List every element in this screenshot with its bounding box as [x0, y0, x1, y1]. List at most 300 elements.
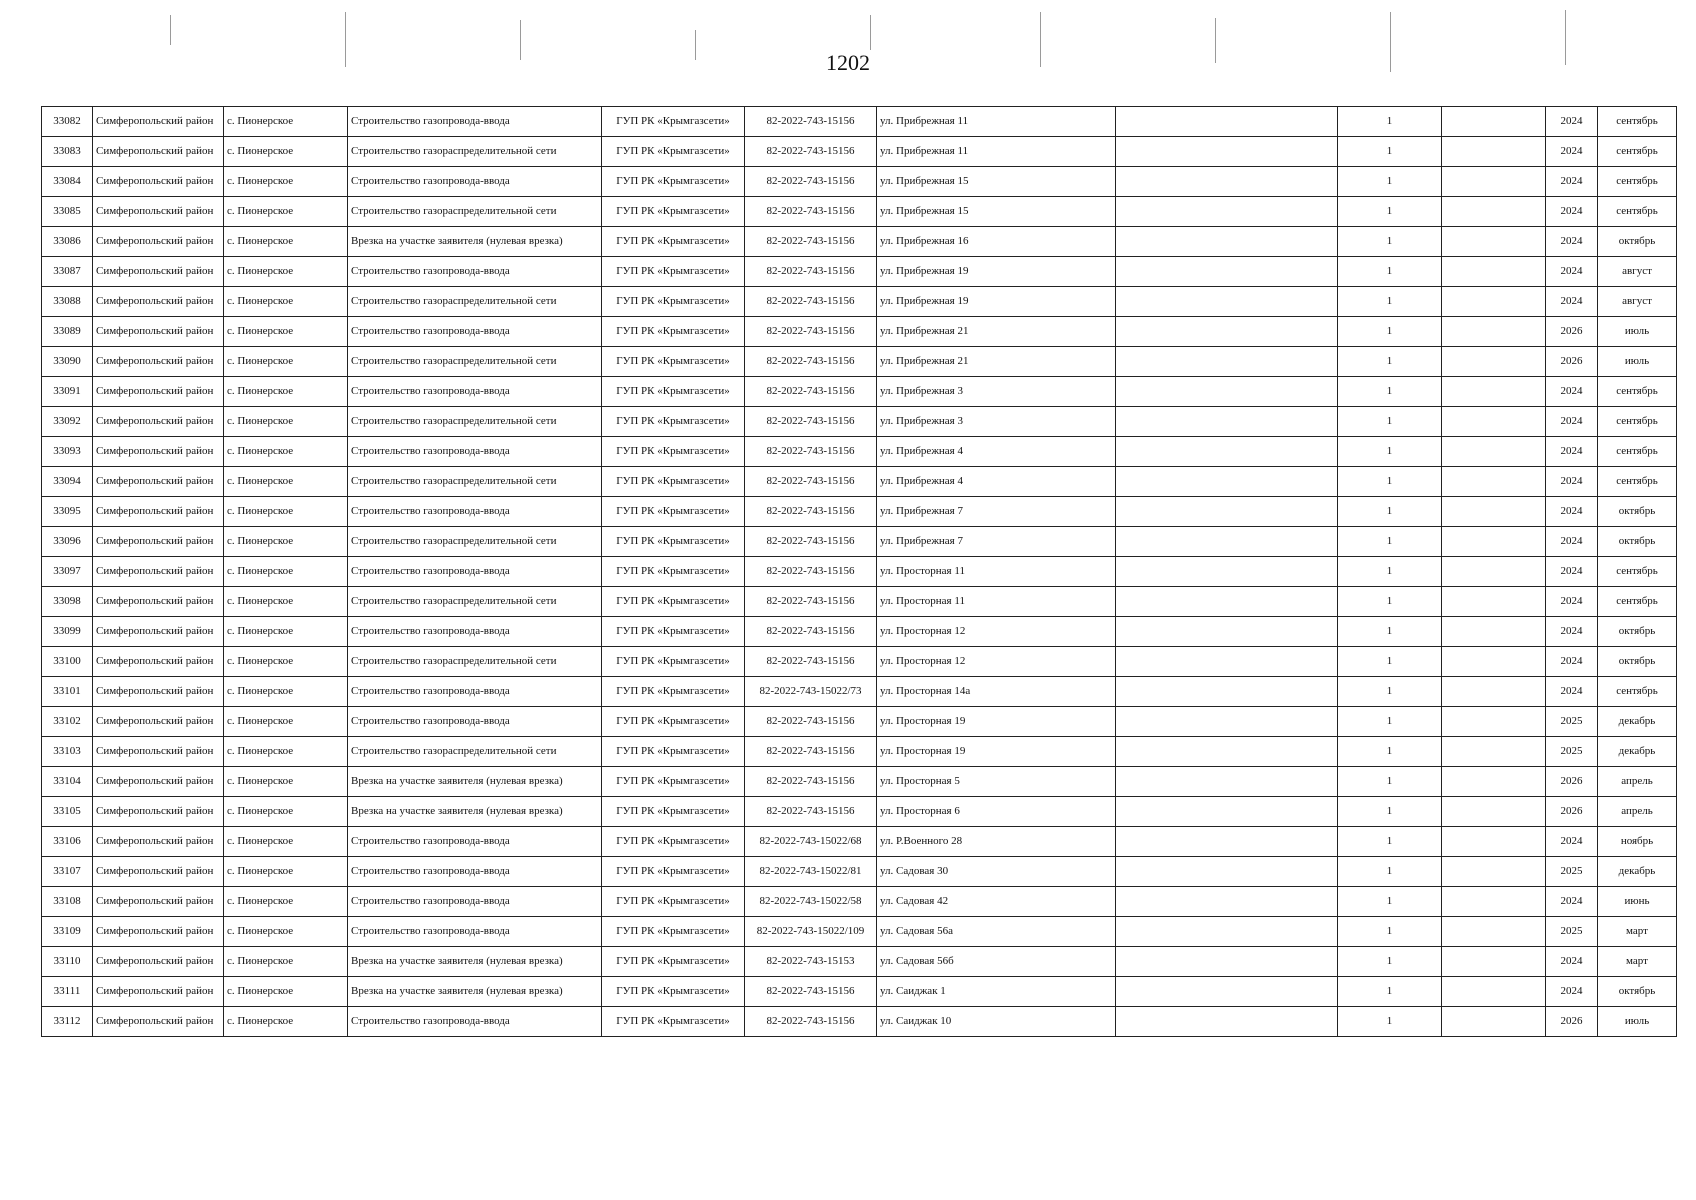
quantity-cell: 1: [1338, 677, 1442, 707]
district-cell: Симферопольский район: [93, 557, 224, 587]
address-cell: ул. Просторная 5: [877, 767, 1116, 797]
table-row: [42, 647, 1677, 677]
address-cell: ул. Саиджак 1: [877, 977, 1116, 1007]
empty-cell: [1116, 1007, 1338, 1037]
empty-cell: [1442, 497, 1546, 527]
technical-conditions-cell: 82-2022-743-15156: [745, 167, 877, 197]
address-cell: ул. Прибрежная 19: [877, 257, 1116, 287]
table-row: [42, 407, 1677, 437]
technical-conditions-cell: 82-2022-743-15156: [745, 497, 877, 527]
record-number-cell: 33093: [42, 437, 93, 467]
month-cell: сентябрь: [1598, 467, 1677, 497]
work-type-cell: Строительство газопровода-ввода: [348, 917, 602, 947]
settlement-cell: с. Пионерское: [224, 407, 348, 437]
work-type-cell: Строительство газопровода-ввода: [348, 317, 602, 347]
district-cell: Симферопольский район: [93, 497, 224, 527]
work-type-cell: Строительство газопровода-ввода: [348, 857, 602, 887]
settlement-cell: с. Пионерское: [224, 257, 348, 287]
record-number-cell: 33084: [42, 167, 93, 197]
organization-cell: ГУП РК «Крымгазсети»: [602, 557, 745, 587]
district-cell: Симферопольский район: [93, 827, 224, 857]
empty-cell: [1442, 347, 1546, 377]
scan-artifact: [170, 15, 171, 45]
quantity-cell: 1: [1338, 617, 1442, 647]
page-number: 1202: [826, 50, 870, 75]
quantity-cell: 1: [1338, 527, 1442, 557]
settlement-cell: с. Пионерское: [224, 137, 348, 167]
address-cell: ул. Прибрежная 4: [877, 467, 1116, 497]
district-cell: Симферопольский район: [93, 137, 224, 167]
technical-conditions-cell: 82-2022-743-15022/109: [745, 917, 877, 947]
technical-conditions-cell: 82-2022-743-15156: [745, 527, 877, 557]
quantity-cell: 1: [1338, 767, 1442, 797]
organization-cell: ГУП РК «Крымгазсети»: [602, 197, 745, 227]
record-number-cell: 33099: [42, 617, 93, 647]
work-type-cell: Строительство газораспределительной сети: [348, 587, 602, 617]
table-row: [42, 827, 1677, 857]
district-cell: Симферопольский район: [93, 767, 224, 797]
empty-cell: [1442, 587, 1546, 617]
organization-cell: ГУП РК «Крымгазсети»: [602, 917, 745, 947]
work-type-cell: Строительство газораспределительной сети: [348, 467, 602, 497]
year-cell: 2024: [1546, 137, 1598, 167]
district-cell: Симферопольский район: [93, 1007, 224, 1037]
empty-cell: [1442, 617, 1546, 647]
district-cell: Симферопольский район: [93, 797, 224, 827]
organization-cell: ГУП РК «Крымгазсети»: [602, 497, 745, 527]
organization-cell: ГУП РК «Крымгазсети»: [602, 887, 745, 917]
empty-cell: [1442, 647, 1546, 677]
address-cell: ул. Садовая 56а: [877, 917, 1116, 947]
year-cell: 2024: [1546, 557, 1598, 587]
record-number-cell: 33091: [42, 377, 93, 407]
settlement-cell: с. Пионерское: [224, 437, 348, 467]
organization-cell: ГУП РК «Крымгазсети»: [602, 137, 745, 167]
work-type-cell: Строительство газопровода-ввода: [348, 557, 602, 587]
empty-cell: [1116, 407, 1338, 437]
empty-cell: [1116, 797, 1338, 827]
district-cell: Симферопольский район: [93, 617, 224, 647]
table-row: [42, 527, 1677, 557]
month-cell: октябрь: [1598, 647, 1677, 677]
table-row: [42, 497, 1677, 527]
empty-cell: [1442, 977, 1546, 1007]
empty-cell: [1116, 707, 1338, 737]
technical-conditions-cell: 82-2022-743-15022/73: [745, 677, 877, 707]
technical-conditions-cell: 82-2022-743-15156: [745, 287, 877, 317]
settlement-cell: с. Пионерское: [224, 677, 348, 707]
empty-cell: [1442, 1007, 1546, 1037]
month-cell: июль: [1598, 347, 1677, 377]
empty-cell: [1116, 197, 1338, 227]
year-cell: 2024: [1546, 947, 1598, 977]
record-number-cell: 33094: [42, 467, 93, 497]
empty-cell: [1442, 287, 1546, 317]
empty-cell: [1116, 527, 1338, 557]
month-cell: сентябрь: [1598, 197, 1677, 227]
month-cell: декабрь: [1598, 707, 1677, 737]
technical-conditions-cell: 82-2022-743-15156: [745, 737, 877, 767]
table-row: [42, 467, 1677, 497]
quantity-cell: 1: [1338, 1007, 1442, 1037]
empty-cell: [1442, 107, 1546, 137]
month-cell: декабрь: [1598, 857, 1677, 887]
settlement-cell: с. Пионерское: [224, 107, 348, 137]
work-type-cell: Строительство газораспределительной сети: [348, 407, 602, 437]
month-cell: июль: [1598, 317, 1677, 347]
organization-cell: ГУП РК «Крымгазсети»: [602, 467, 745, 497]
work-type-cell: Строительство газопровода-ввода: [348, 707, 602, 737]
district-cell: Симферопольский район: [93, 887, 224, 917]
table-row: [42, 347, 1677, 377]
organization-cell: ГУП РК «Крымгазсети»: [602, 617, 745, 647]
table-row: [42, 227, 1677, 257]
district-cell: Симферопольский район: [93, 737, 224, 767]
table-row: [42, 317, 1677, 347]
work-type-cell: Врезка на участке заявителя (нулевая врезка): [348, 227, 602, 257]
settlement-cell: с. Пионерское: [224, 467, 348, 497]
address-cell: ул. Садовая 30: [877, 857, 1116, 887]
work-type-cell: Строительство газораспределительной сети: [348, 137, 602, 167]
table-row: [42, 977, 1677, 1007]
year-cell: 2024: [1546, 827, 1598, 857]
empty-cell: [1442, 467, 1546, 497]
work-type-cell: Строительство газопровода-ввода: [348, 257, 602, 287]
settlement-cell: с. Пионерское: [224, 347, 348, 377]
organization-cell: ГУП РК «Крымгазсети»: [602, 857, 745, 887]
year-cell: 2024: [1546, 107, 1598, 137]
technical-conditions-cell: 82-2022-743-15156: [745, 467, 877, 497]
table-row: [42, 797, 1677, 827]
month-cell: сентябрь: [1598, 137, 1677, 167]
scan-artifact: [870, 15, 871, 50]
technical-conditions-cell: 82-2022-743-15156: [745, 197, 877, 227]
settlement-cell: с. Пионерское: [224, 377, 348, 407]
technical-conditions-cell: 82-2022-743-15022/58: [745, 887, 877, 917]
address-cell: ул. Прибрежная 21: [877, 347, 1116, 377]
record-number-cell: 33092: [42, 407, 93, 437]
address-cell: ул. Прибрежная 3: [877, 377, 1116, 407]
settlement-cell: с. Пионерское: [224, 947, 348, 977]
month-cell: март: [1598, 917, 1677, 947]
technical-conditions-cell: 82-2022-743-15153: [745, 947, 877, 977]
record-number-cell: 33102: [42, 707, 93, 737]
month-cell: октябрь: [1598, 227, 1677, 257]
address-cell: ул. Просторная 6: [877, 797, 1116, 827]
month-cell: октябрь: [1598, 617, 1677, 647]
technical-conditions-cell: 82-2022-743-15156: [745, 257, 877, 287]
district-cell: Симферопольский район: [93, 347, 224, 377]
address-cell: ул. Прибрежная 4: [877, 437, 1116, 467]
technical-conditions-cell: 82-2022-743-15156: [745, 707, 877, 737]
quantity-cell: 1: [1338, 887, 1442, 917]
empty-cell: [1442, 947, 1546, 977]
table-row: [42, 557, 1677, 587]
empty-cell: [1116, 827, 1338, 857]
year-cell: 2025: [1546, 737, 1598, 767]
work-type-cell: Врезка на участке заявителя (нулевая врезка): [348, 947, 602, 977]
empty-cell: [1442, 437, 1546, 467]
month-cell: сентябрь: [1598, 107, 1677, 137]
empty-cell: [1442, 887, 1546, 917]
quantity-cell: 1: [1338, 197, 1442, 227]
address-cell: ул. Просторная 11: [877, 587, 1116, 617]
empty-cell: [1116, 587, 1338, 617]
month-cell: июнь: [1598, 887, 1677, 917]
table-row: [42, 287, 1677, 317]
address-cell: ул. Просторная 19: [877, 737, 1116, 767]
empty-cell: [1116, 167, 1338, 197]
quantity-cell: 1: [1338, 497, 1442, 527]
year-cell: 2024: [1546, 437, 1598, 467]
empty-cell: [1116, 857, 1338, 887]
year-cell: 2024: [1546, 587, 1598, 617]
address-cell: ул. Прибрежная 7: [877, 497, 1116, 527]
settlement-cell: с. Пионерское: [224, 917, 348, 947]
organization-cell: ГУП РК «Крымгазсети»: [602, 377, 745, 407]
year-cell: 2024: [1546, 227, 1598, 257]
organization-cell: ГУП РК «Крымгазсети»: [602, 677, 745, 707]
empty-cell: [1116, 497, 1338, 527]
quantity-cell: 1: [1338, 257, 1442, 287]
work-type-cell: Строительство газопровода-ввода: [348, 437, 602, 467]
technical-conditions-cell: 82-2022-743-15156: [745, 797, 877, 827]
empty-cell: [1116, 287, 1338, 317]
year-cell: 2024: [1546, 647, 1598, 677]
settlement-cell: с. Пионерское: [224, 317, 348, 347]
technical-conditions-cell: 82-2022-743-15156: [745, 587, 877, 617]
settlement-cell: с. Пионерское: [224, 797, 348, 827]
empty-cell: [1116, 257, 1338, 287]
empty-cell: [1442, 317, 1546, 347]
empty-cell: [1442, 167, 1546, 197]
quantity-cell: 1: [1338, 947, 1442, 977]
address-cell: ул. Просторная 19: [877, 707, 1116, 737]
quantity-cell: 1: [1338, 647, 1442, 677]
record-number-cell: 33088: [42, 287, 93, 317]
empty-cell: [1442, 407, 1546, 437]
organization-cell: ГУП РК «Крымгазсети»: [602, 947, 745, 977]
quantity-cell: 1: [1338, 227, 1442, 257]
table-row: [42, 707, 1677, 737]
organization-cell: ГУП РК «Крымгазсети»: [602, 347, 745, 377]
settlement-cell: с. Пионерское: [224, 887, 348, 917]
record-number-cell: 33098: [42, 587, 93, 617]
table-row: [42, 917, 1677, 947]
month-cell: сентябрь: [1598, 677, 1677, 707]
empty-cell: [1442, 197, 1546, 227]
month-cell: октябрь: [1598, 497, 1677, 527]
address-cell: ул. Р.Военного 28: [877, 827, 1116, 857]
address-cell: ул. Прибрежная 7: [877, 527, 1116, 557]
settlement-cell: с. Пионерское: [224, 167, 348, 197]
empty-cell: [1442, 677, 1546, 707]
empty-cell: [1442, 827, 1546, 857]
address-cell: ул. Просторная 14а: [877, 677, 1116, 707]
record-number-cell: 33112: [42, 1007, 93, 1037]
table-row: [42, 857, 1677, 887]
empty-cell: [1116, 887, 1338, 917]
district-cell: Симферопольский район: [93, 857, 224, 887]
record-number-cell: 33095: [42, 497, 93, 527]
settlement-cell: с. Пионерское: [224, 767, 348, 797]
organization-cell: ГУП РК «Крымгазсети»: [602, 827, 745, 857]
organization-cell: ГУП РК «Крымгазсети»: [602, 437, 745, 467]
year-cell: 2026: [1546, 317, 1598, 347]
empty-cell: [1116, 347, 1338, 377]
empty-cell: [1116, 977, 1338, 1007]
table-row: [42, 197, 1677, 227]
empty-cell: [1116, 647, 1338, 677]
registry-body: [42, 107, 1677, 1037]
year-cell: 2025: [1546, 857, 1598, 887]
month-cell: сентябрь: [1598, 557, 1677, 587]
quantity-cell: 1: [1338, 347, 1442, 377]
year-cell: 2024: [1546, 677, 1598, 707]
organization-cell: ГУП РК «Крымгазсети»: [602, 737, 745, 767]
organization-cell: ГУП РК «Крымгазсети»: [602, 647, 745, 677]
quantity-cell: 1: [1338, 827, 1442, 857]
month-cell: декабрь: [1598, 737, 1677, 767]
empty-cell: [1442, 527, 1546, 557]
empty-cell: [1442, 707, 1546, 737]
organization-cell: ГУП РК «Крымгазсети»: [602, 797, 745, 827]
organization-cell: ГУП РК «Крымгазсети»: [602, 977, 745, 1007]
quantity-cell: 1: [1338, 917, 1442, 947]
district-cell: Симферопольский район: [93, 677, 224, 707]
technical-conditions-cell: 82-2022-743-15156: [745, 407, 877, 437]
record-number-cell: 33083: [42, 137, 93, 167]
table-row: [42, 947, 1677, 977]
settlement-cell: с. Пионерское: [224, 737, 348, 767]
technical-conditions-cell: 82-2022-743-15156: [745, 557, 877, 587]
technical-conditions-cell: 82-2022-743-15156: [745, 1007, 877, 1037]
technical-conditions-cell: 82-2022-743-15022/68: [745, 827, 877, 857]
settlement-cell: с. Пионерское: [224, 707, 348, 737]
address-cell: ул. Прибрежная 15: [877, 167, 1116, 197]
settlement-cell: с. Пионерское: [224, 647, 348, 677]
record-number-cell: 33103: [42, 737, 93, 767]
district-cell: Симферопольский район: [93, 197, 224, 227]
table-row: [42, 617, 1677, 647]
district-cell: Симферопольский район: [93, 377, 224, 407]
technical-conditions-cell: 82-2022-743-15156: [745, 767, 877, 797]
record-number-cell: 33111: [42, 977, 93, 1007]
empty-cell: [1116, 377, 1338, 407]
empty-cell: [1442, 737, 1546, 767]
work-type-cell: Строительство газопровода-ввода: [348, 497, 602, 527]
technical-conditions-cell: 82-2022-743-15156: [745, 977, 877, 1007]
table-row: [42, 737, 1677, 767]
empty-cell: [1116, 317, 1338, 347]
quantity-cell: 1: [1338, 287, 1442, 317]
empty-cell: [1442, 557, 1546, 587]
work-type-cell: Строительство газораспределительной сети: [348, 287, 602, 317]
record-number-cell: 33090: [42, 347, 93, 377]
work-type-cell: Строительство газораспределительной сети: [348, 527, 602, 557]
address-cell: ул. Прибрежная 21: [877, 317, 1116, 347]
district-cell: Симферопольский район: [93, 107, 224, 137]
month-cell: октябрь: [1598, 527, 1677, 557]
year-cell: 2024: [1546, 407, 1598, 437]
year-cell: 2025: [1546, 707, 1598, 737]
quantity-cell: 1: [1338, 707, 1442, 737]
quantity-cell: 1: [1338, 167, 1442, 197]
empty-cell: [1116, 557, 1338, 587]
record-number-cell: 33105: [42, 797, 93, 827]
month-cell: октябрь: [1598, 977, 1677, 1007]
month-cell: сентябрь: [1598, 437, 1677, 467]
address-cell: ул. Просторная 11: [877, 557, 1116, 587]
empty-cell: [1442, 377, 1546, 407]
month-cell: август: [1598, 287, 1677, 317]
work-type-cell: Врезка на участке заявителя (нулевая врезка): [348, 977, 602, 1007]
district-cell: Симферопольский район: [93, 407, 224, 437]
technical-conditions-cell: 82-2022-743-15156: [745, 647, 877, 677]
quantity-cell: 1: [1338, 587, 1442, 617]
technical-conditions-cell: 82-2022-743-15022/81: [745, 857, 877, 887]
empty-cell: [1442, 857, 1546, 887]
table-row: [42, 257, 1677, 287]
organization-cell: ГУП РК «Крымгазсети»: [602, 527, 745, 557]
record-number-cell: 33089: [42, 317, 93, 347]
table-row: [42, 377, 1677, 407]
address-cell: ул. Садовая 42: [877, 887, 1116, 917]
year-cell: 2024: [1546, 377, 1598, 407]
year-cell: 2026: [1546, 767, 1598, 797]
month-cell: сентябрь: [1598, 167, 1677, 197]
empty-cell: [1116, 947, 1338, 977]
settlement-cell: с. Пионерское: [224, 497, 348, 527]
work-type-cell: Врезка на участке заявителя (нулевая врезка): [348, 767, 602, 797]
year-cell: 2024: [1546, 167, 1598, 197]
quantity-cell: 1: [1338, 377, 1442, 407]
technical-conditions-cell: 82-2022-743-15156: [745, 437, 877, 467]
organization-cell: ГУП РК «Крымгазсети»: [602, 227, 745, 257]
record-number-cell: 33108: [42, 887, 93, 917]
settlement-cell: с. Пионерское: [224, 557, 348, 587]
record-number-cell: 33082: [42, 107, 93, 137]
organization-cell: ГУП РК «Крымгазсети»: [602, 317, 745, 347]
year-cell: 2024: [1546, 287, 1598, 317]
table-row: [42, 767, 1677, 797]
settlement-cell: с. Пионерское: [224, 977, 348, 1007]
district-cell: Симферопольский район: [93, 587, 224, 617]
empty-cell: [1116, 467, 1338, 497]
record-number-cell: 33100: [42, 647, 93, 677]
quantity-cell: 1: [1338, 317, 1442, 347]
record-number-cell: 33110: [42, 947, 93, 977]
empty-cell: [1442, 257, 1546, 287]
work-type-cell: Строительство газопровода-ввода: [348, 1007, 602, 1037]
work-type-cell: Строительство газопровода-ввода: [348, 617, 602, 647]
address-cell: ул. Прибрежная 15: [877, 197, 1116, 227]
district-cell: Симферопольский район: [93, 227, 224, 257]
table-row: [42, 1007, 1677, 1037]
month-cell: сентябрь: [1598, 377, 1677, 407]
settlement-cell: с. Пионерское: [224, 587, 348, 617]
quantity-cell: 1: [1338, 407, 1442, 437]
technical-conditions-cell: 82-2022-743-15156: [745, 317, 877, 347]
month-cell: август: [1598, 257, 1677, 287]
record-number-cell: 33101: [42, 677, 93, 707]
year-cell: 2024: [1546, 197, 1598, 227]
organization-cell: ГУП РК «Крымгазсети»: [602, 107, 745, 137]
year-cell: 2024: [1546, 527, 1598, 557]
year-cell: 2024: [1546, 257, 1598, 287]
gasification-registry-table: [41, 106, 1677, 1037]
address-cell: ул. Садовая 56б: [877, 947, 1116, 977]
